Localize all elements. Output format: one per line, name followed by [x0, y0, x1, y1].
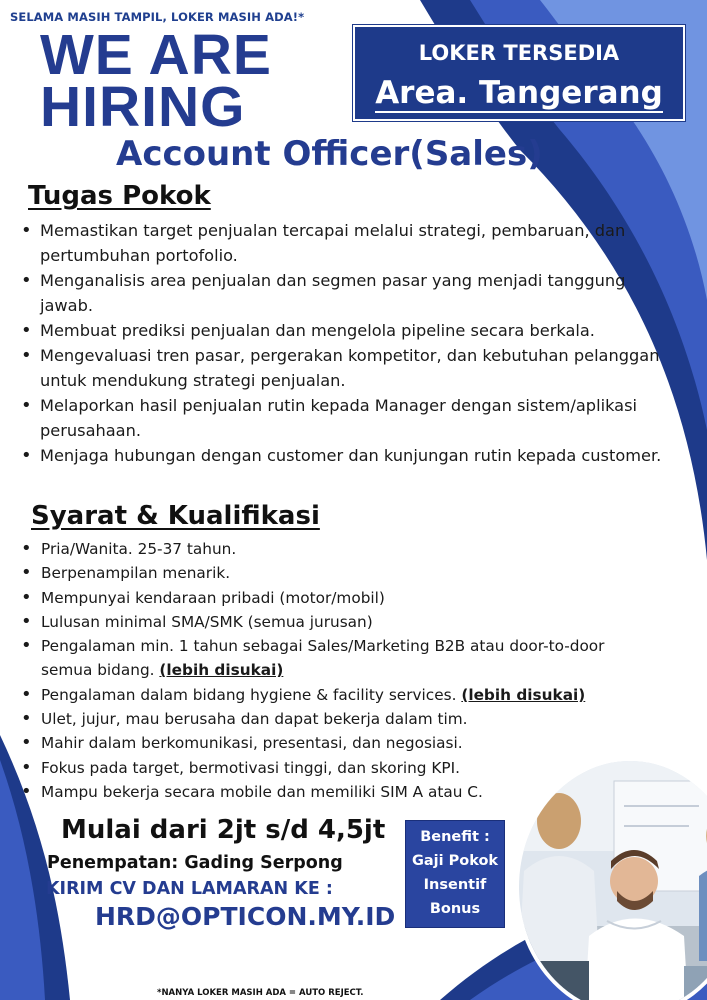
requirement-item — [20, 537, 660, 561]
requirements-heading: Syarat & Kualifikasi — [31, 501, 320, 531]
location-badge — [353, 25, 685, 121]
tagline: SELAMA MASIH TAMPIL, LOKER MASIH ADA!* — [10, 10, 305, 24]
badge-title: LOKER TERSEDIA — [418, 41, 620, 65]
duty-item: • Membuat prediksi penjualan dan mengelola pipeline secara berkala. — [20, 318, 680, 343]
salary-range: Mulai dari 2jt s/d 4,5jt — [61, 815, 386, 845]
requirement-text: Ulet, jujur, mau berusaha dan dapat bekerja dalam tim. — [41, 710, 468, 729]
preferred-label: (lebih disukai) — [159, 661, 284, 680]
requirement-text: Pengalaman dalam bidang hygiene & facility services. — [41, 685, 457, 704]
duties-heading: Tugas Pokok — [28, 181, 211, 211]
requirement-item — [20, 561, 660, 585]
duty-item: • Menganalisis area penjualan dan segmen pasar yang menjadi tanggung jawab. — [20, 268, 680, 318]
requirement-item — [20, 731, 660, 755]
requirement-text: Mempunyai kendaraan pribadi (motor/mobil) — [41, 588, 385, 607]
requirement-text: Mampu bekerja secara mobile dan memiliki SIM A atau C. — [41, 782, 483, 801]
requirement-item — [20, 683, 660, 707]
duty-item: • Memastikan target penjualan tercapai melalui strategi, pembaruan, dan pertumbuhan portofolio. — [20, 218, 680, 268]
benefit-title: Benefit : — [420, 829, 490, 845]
footer-note: *NANYA LOKER MASIH ADA = AUTO REJECT. — [157, 988, 364, 998]
requirement-text: Mahir dalam berkomunikasi, presentasi, dan negosiasi. — [41, 734, 463, 753]
badge-area: Area. Tangerang — [375, 75, 663, 111]
requirement-text: Pengalaman min. 1 tahun sebagai Sales/Marketing B2B atau door-to-door semua bidang. — [41, 637, 605, 680]
requirement-text: Fokus pada target, bermotivasi tinggi, dan skoring KPI. — [41, 758, 461, 777]
benefit-box — [405, 820, 505, 928]
requirement-item — [20, 634, 660, 683]
requirement-text: Berpenampilan menarik. — [41, 564, 231, 583]
preferred-label: (lebih disukai) — [461, 685, 586, 704]
requirement-item — [20, 586, 660, 610]
requirement-text: Pria/Wanita. 25-37 tahun. — [41, 540, 237, 558]
requirement-text: Lulusan minimal SMA/SMK (semua jurusan) — [41, 612, 373, 631]
requirements-list — [20, 537, 660, 804]
duty-item: • Menjaga hubungan dengan customer dan kunjungan rutin kepada customer. — [20, 443, 680, 468]
requirement-item — [20, 610, 660, 634]
benefit-item: Gaji Pokok — [411, 853, 499, 869]
badge-area-wrapper — [355, 75, 683, 111]
benefit-item: Bonus — [429, 901, 481, 917]
hiring-headline-line1: WE ARE — [40, 23, 272, 87]
contact-email: HRD@OPTICON.MY.ID — [95, 902, 396, 931]
requirement-item — [20, 756, 660, 780]
position-title: Account Officer(Sales) — [116, 134, 543, 174]
benefit-item: Insentif — [423, 877, 487, 893]
placement-location: Penempatan: Gading Serpong — [47, 853, 343, 873]
duty-item: • Melaporkan hasil penjualan rutin kepada Manager dengan sistem/aplikasi perusahaan. — [20, 393, 680, 443]
duties-list — [20, 218, 680, 468]
requirement-item — [20, 707, 660, 731]
duty-item: • Mengevaluasi tren pasar, pergerakan kompetitor, dan kebutuhan pelanggan untuk mendukung strategi penjualan. — [20, 343, 680, 393]
send-cv-instruction: KIRIM CV DAN LAMARAN KE : — [46, 879, 333, 899]
hiring-headline-line2: HIRING — [40, 75, 246, 139]
office-team-illustration — [519, 761, 707, 1000]
